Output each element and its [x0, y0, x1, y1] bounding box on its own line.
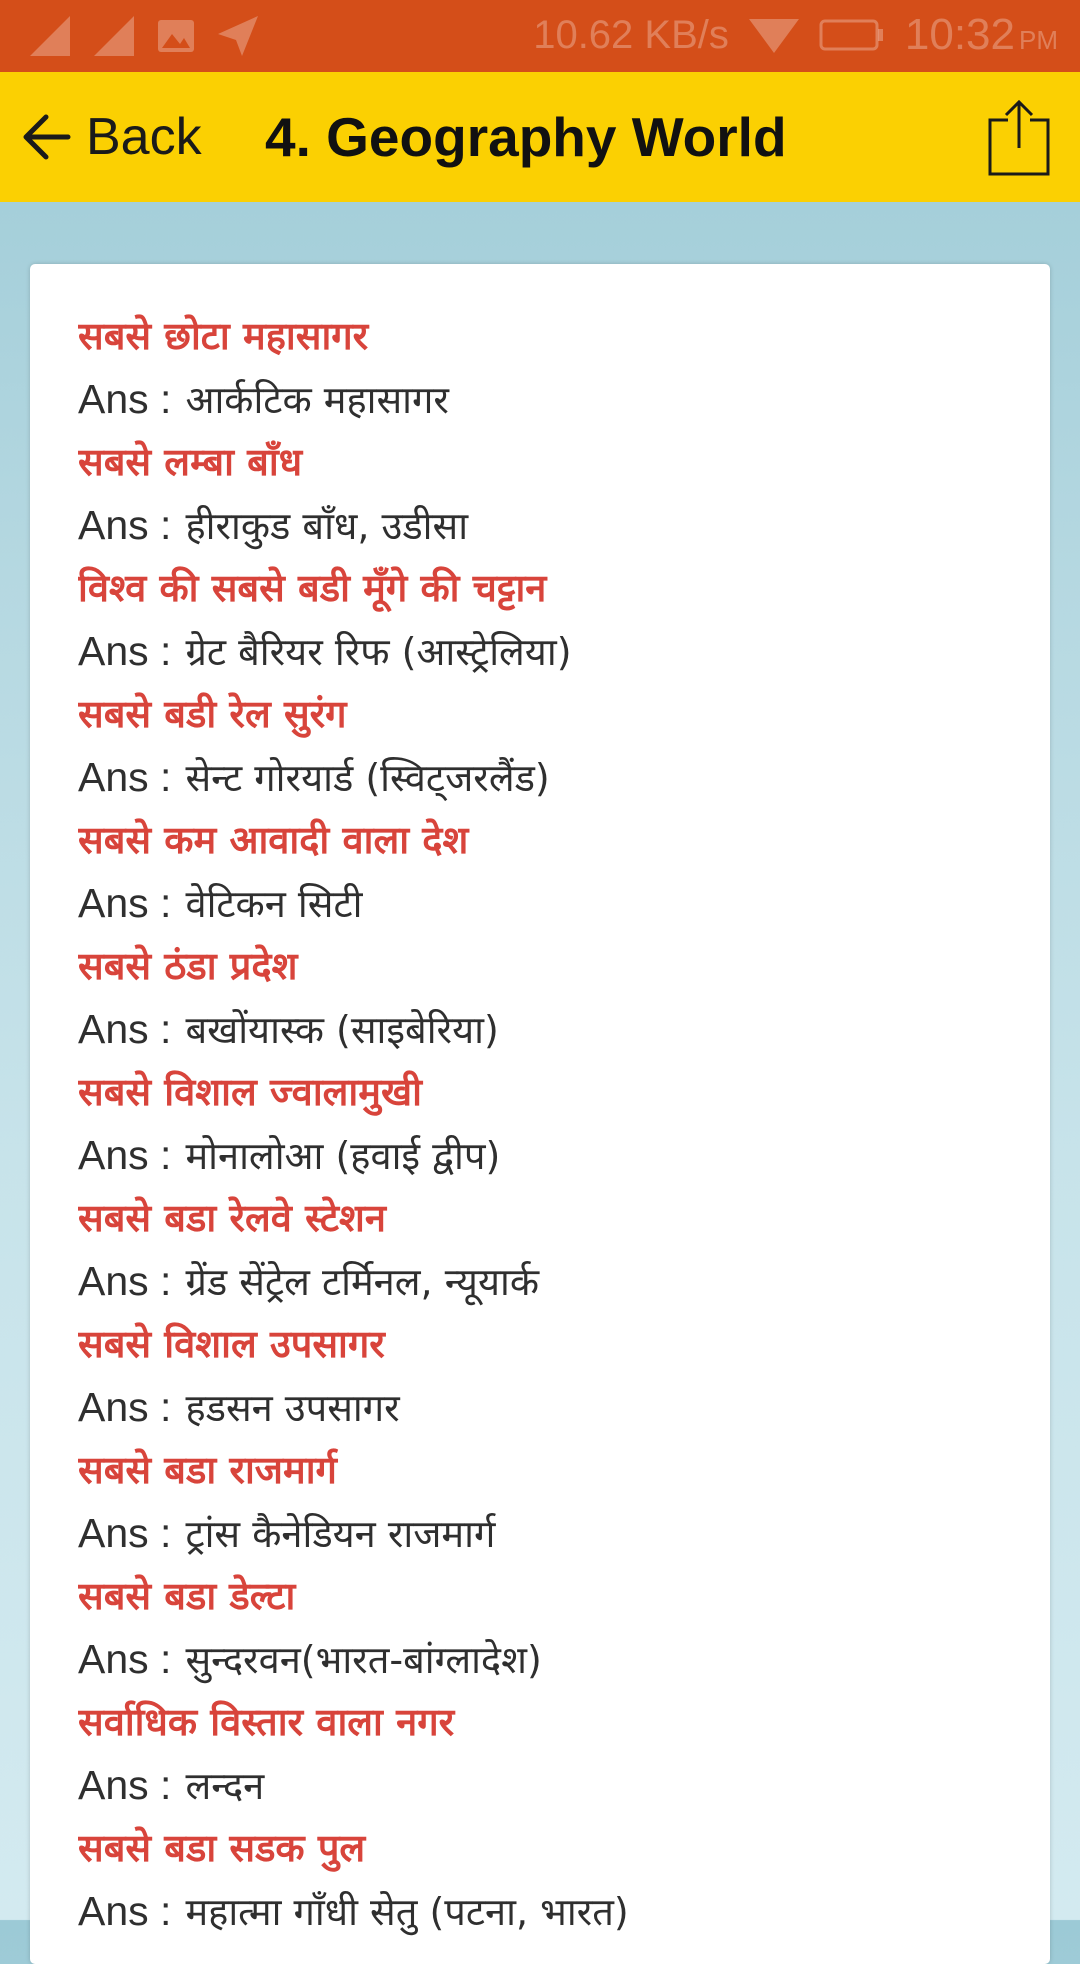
- question-text: सबसे बडा रेलवे स्टेशन: [78, 1196, 386, 1240]
- answer-text: ट्रांस कैनेडियन राजमार्ग: [185, 1512, 496, 1556]
- app-bar: [0, 72, 1080, 202]
- answer-prefix: Ans :: [78, 1762, 172, 1808]
- send-icon: [216, 14, 260, 58]
- status-icons-right: [533, 10, 1058, 60]
- answer-row: [78, 1754, 1018, 1816]
- answer-prefix: Ans :: [78, 1006, 172, 1052]
- back-button[interactable]: [20, 102, 202, 172]
- question-text: सबसे बडा डेल्टा: [78, 1574, 296, 1618]
- answer-row: [78, 1376, 1018, 1438]
- arrow-left-icon: [20, 111, 72, 163]
- answer-text: सुन्दरवन(भारत-बांग्लादेश): [185, 1638, 542, 1682]
- answer-row: [78, 620, 1018, 682]
- question-text: सबसे बडा राजमार्ग: [78, 1448, 337, 1492]
- answer-row: [78, 1628, 1018, 1690]
- question-text: विश्व की सबसे बडी मूँगे की चट्टान: [78, 566, 547, 610]
- answer-row: [78, 1880, 1018, 1942]
- answer-prefix: Ans :: [78, 502, 172, 548]
- answer-row: [78, 746, 1018, 808]
- clock-ampm: PM: [1019, 25, 1058, 55]
- answer-row: [78, 368, 1018, 430]
- question-text: सबसे बडा सडक पुल: [78, 1826, 366, 1870]
- wifi-icon: [749, 15, 799, 55]
- answer-text: वेटिकन सिटी: [185, 882, 363, 926]
- answer-text: ग्रेट बैरियर रिफ (आस्ट्रेलिया): [185, 630, 572, 674]
- status-icons-left: [28, 14, 260, 58]
- answer-text: लन्दन: [185, 1764, 265, 1808]
- question-text: सर्वाधिक विस्तार वाला नगर: [78, 1700, 455, 1744]
- answer-prefix: Ans :: [78, 1888, 172, 1934]
- answer-text: सेन्ट गोरयार्ड (स्विट्जरलैंड): [185, 756, 550, 800]
- answer-prefix: Ans :: [78, 1384, 172, 1430]
- question-text: सबसे ठंडा प्रदेश: [78, 944, 298, 988]
- back-label: Back: [86, 108, 202, 166]
- share-button[interactable]: [986, 98, 1052, 178]
- clock: [905, 10, 1058, 60]
- clock-time: 10:32: [904, 10, 1015, 59]
- status-bar: [0, 0, 1080, 72]
- question-text: सबसे बडी रेल सुरंग: [78, 692, 347, 736]
- answer-prefix: Ans :: [78, 628, 172, 674]
- share-icon: [986, 98, 1052, 178]
- answer-row: [78, 872, 1018, 934]
- answer-row: [78, 1250, 1018, 1312]
- answer-row: [78, 1124, 1018, 1186]
- page-title: 4. Geography World: [265, 106, 787, 168]
- answer-row: [78, 1502, 1018, 1564]
- answer-row: [78, 494, 1018, 556]
- question-text: सबसे छोटा महासागर: [78, 314, 369, 358]
- answer-text: ग्रेंड सेंट्रेल टर्मिनल, न्यूयार्क: [185, 1260, 540, 1304]
- answer-text: हीराकुड बाँध, उडीसा: [185, 504, 469, 548]
- answer-prefix: Ans :: [78, 376, 172, 422]
- answer-row: [78, 998, 1018, 1060]
- network-speed: 10.62 KB/s: [533, 12, 729, 57]
- question-text: सबसे कम आवादी वाला देश: [78, 818, 469, 862]
- answer-prefix: Ans :: [78, 754, 172, 800]
- image-icon: [156, 16, 196, 56]
- answer-text: आर्कटिक महासागर: [185, 378, 449, 422]
- question-text: सबसे लम्बा बाँध: [78, 440, 303, 484]
- signal-icon: [92, 14, 136, 58]
- answer-prefix: Ans :: [78, 1132, 172, 1178]
- content-card: [30, 264, 1050, 1964]
- answer-text: हडसन उपसागर: [185, 1386, 400, 1430]
- battery-icon: [819, 18, 885, 52]
- answer-text: मोनालोआ (हवाई द्वीप): [185, 1134, 501, 1178]
- question-text: सबसे विशाल ज्वालामुखी: [78, 1070, 422, 1114]
- answer-prefix: Ans :: [78, 880, 172, 926]
- signal-icon: [28, 14, 72, 58]
- answer-prefix: Ans :: [78, 1636, 172, 1682]
- answer-text: महात्मा गाँधी सेतु (पटना, भारत): [185, 1890, 629, 1934]
- answer-text: बखोंयास्क (साइबेरिया): [185, 1008, 499, 1052]
- answer-prefix: Ans :: [78, 1510, 172, 1556]
- answer-prefix: Ans :: [78, 1258, 172, 1304]
- question-text: सबसे विशाल उपसागर: [78, 1322, 385, 1366]
- qa-list: [78, 304, 1018, 1942]
